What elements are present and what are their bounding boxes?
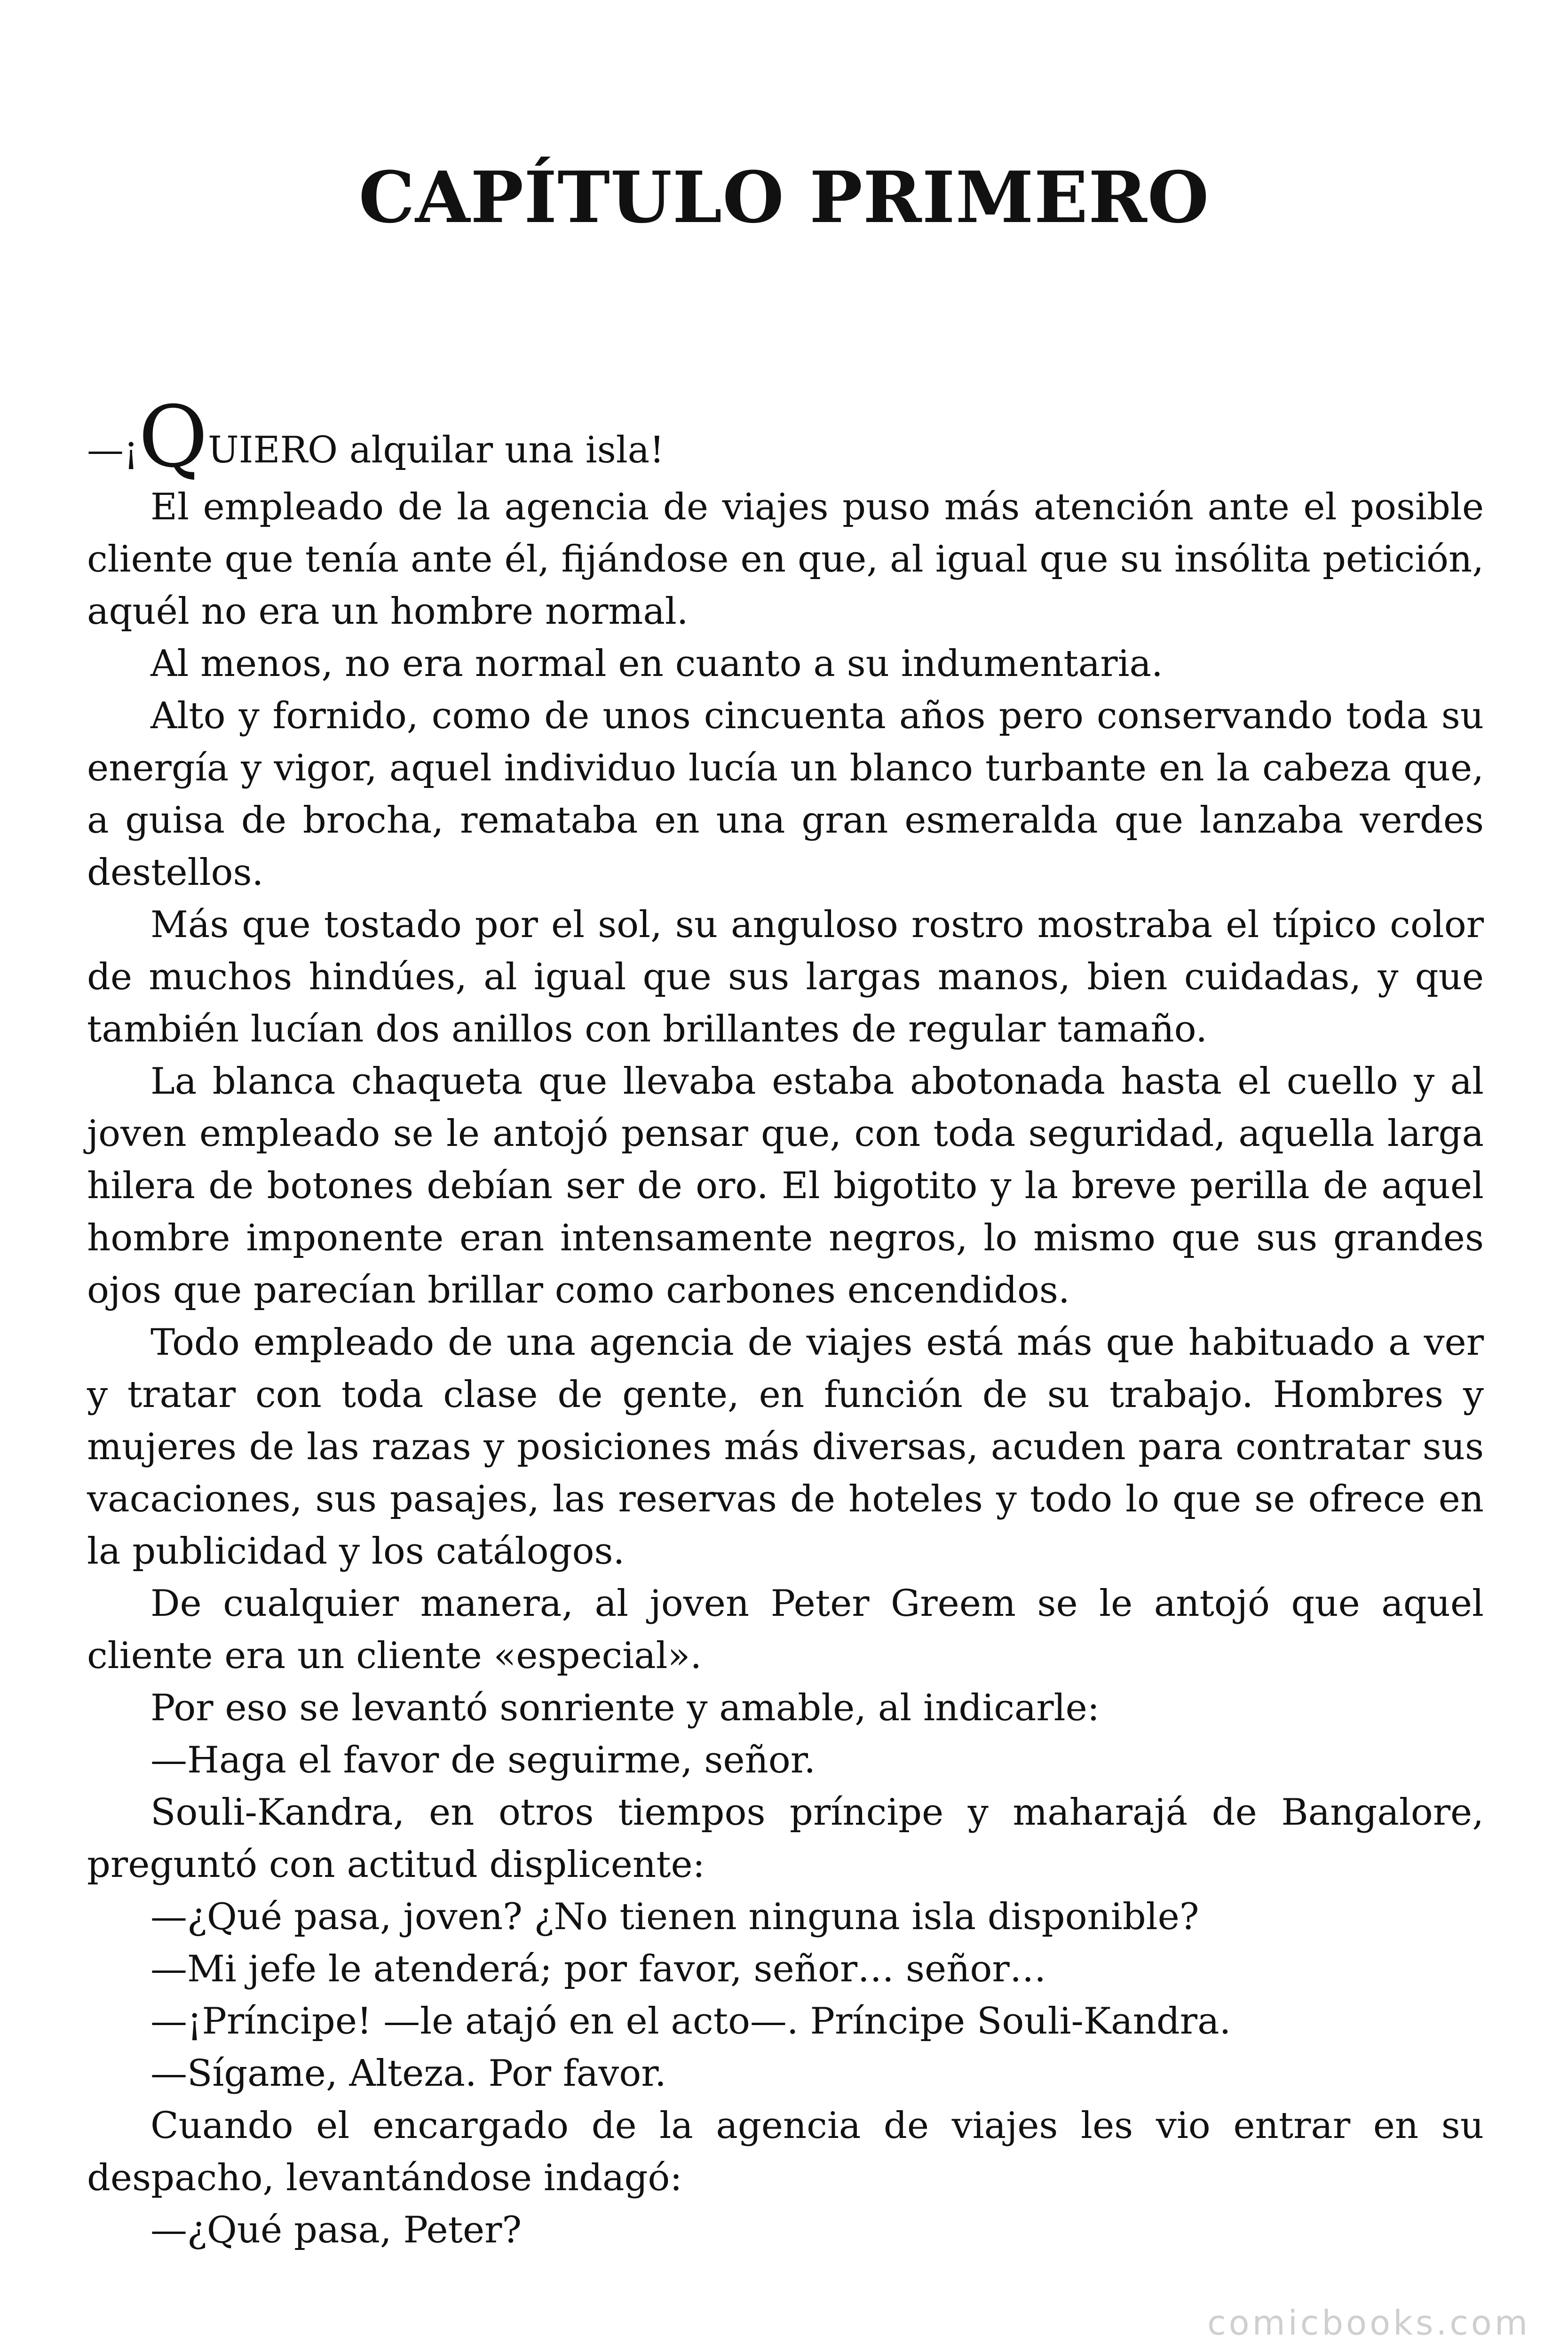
paragraph: De cualquier manera, al joven Peter Greem se le antojó que aquel cliente era un cliente «especial». <box>87 1582 1484 1677</box>
watermark: comicbooks.com <box>1207 2303 1530 2343</box>
paragraph: —Haga el favor de seguirme, señor. <box>150 1739 816 1781</box>
paragraph: Más que tostado por el sol, su anguloso rostro mostraba el típico color de muchos hindúes, al igual que sus largas manos, bien cuidadas, y que también lucían dos anillos con brillantes de regular tamaño. <box>87 904 1484 1050</box>
opening-dash: —¡ <box>87 429 139 471</box>
paragraph: La blanca chaqueta que llevaba estaba abotonada hasta el cuello y al joven empleado se le antojó pensar que, con toda seguridad, aquella larga hilera de botones debían ser de oro. El bigotito y la breve perilla de aquel hombre imponente eran intensamente negros, lo mismo que sus grandes ojos que parecían brillar como carbones encendidos. <box>87 1060 1484 1311</box>
paragraph: Cuando el encargado de la agencia de viajes les vio entrar en su despacho, levantándose indagó: <box>87 2105 1484 2199</box>
paragraph: El empleado de la agencia de viajes puso más atención ante el posible cliente que tenía ante él, fijándose en que, al igual que su insólita petición, aquél no era un hombre normal. <box>87 486 1484 633</box>
opening-rest: UIERO alquilar una isla! <box>207 429 665 471</box>
paragraph: Por eso se levantó sonriente y amable, al indicarle: <box>150 1687 1100 1729</box>
body-text <box>87 388 1484 2257</box>
paragraph: Alto y fornido, como de unos cincuenta años pero conservando toda su energía y vigor, aquel individuo lucía un blanco turbante en la cabeza que, a guisa de brocha, remataba en una gran esmeralda que lanzaba verdes destellos. <box>87 695 1484 894</box>
paragraph: —¿Qué pasa, joven? ¿No tienen ninguna isla disponible? <box>150 1896 1199 1938</box>
paragraph: Todo empleado de una agencia de viajes está más que habituado a ver y tratar con toda clase de gente, en función de su trabajo. Hombres y mujeres de las razas y posiciones más diversas, acuden para contratar sus vacaciones, sus pasajes, las reservas de hoteles y todo lo que se ofrece en la publicidad y los catálogos. <box>87 1321 1484 1573</box>
paragraph: Al menos, no era normal en cuanto a su indumentaria. <box>150 643 1163 685</box>
opening-line <box>87 388 1484 486</box>
paragraph: —Mi jefe le atenderá; por favor, señor… señor… <box>150 1948 1046 1990</box>
paragraph: —¿Qué pasa, Peter? <box>150 2209 522 2251</box>
paragraph: —Sígame, Alteza. Por favor. <box>150 2052 666 2095</box>
paragraph: Souli-Kandra, en otros tiempos príncipe y maharajá de Bangalore, preguntó con actitud displicente: <box>87 1791 1484 1886</box>
chapter-title: CAPÍTULO PRIMERO <box>358 156 1210 239</box>
drop-cap-letter: Q <box>138 388 208 486</box>
paragraph: —¡Príncipe! —le atajó en el acto—. Príncipe Souli-Kandra. <box>150 2000 1231 2042</box>
